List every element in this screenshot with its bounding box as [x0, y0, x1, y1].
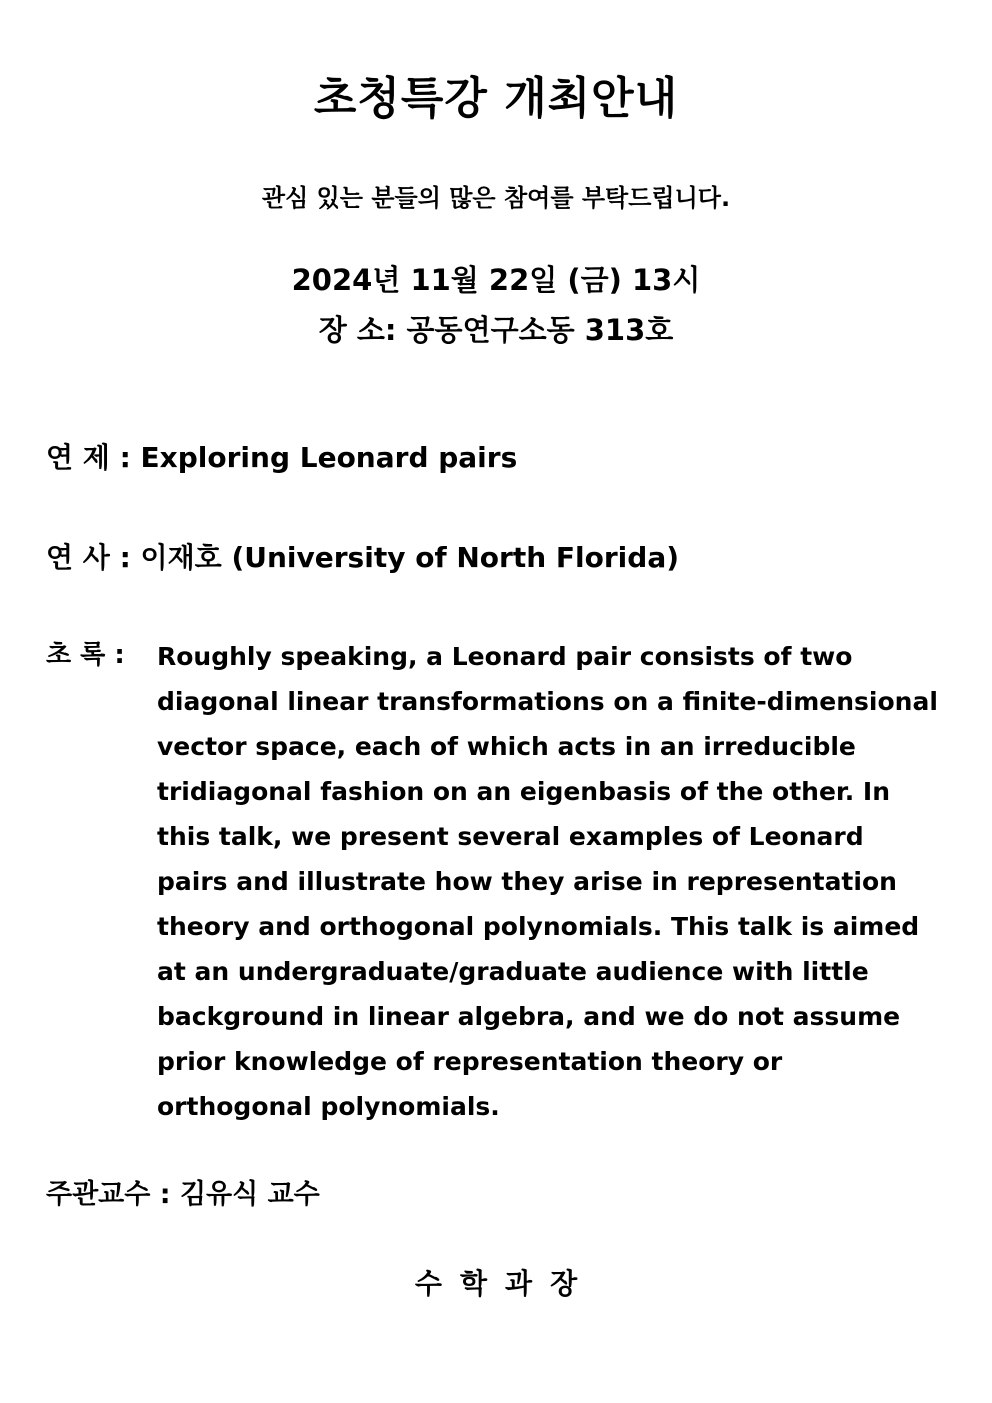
place-label: 장 소: [318, 313, 397, 347]
abstract-text [157, 634, 957, 1129]
abstract-line: pairs and illustrate how they arise in representation [157, 867, 897, 896]
speaker-label: 연 사 : [46, 541, 141, 574]
abstract-line: diagonal linear transformations on a finite-dimensional [157, 687, 938, 716]
host-label: 주관교수 : [46, 1179, 180, 1210]
page-title: 초청특강 개최안내 [313, 73, 679, 124]
topic-value: Exploring Leonard pairs [140, 441, 518, 474]
abstract-line: at an undergraduate/graduate audience with little [157, 957, 869, 986]
abstract-line: background in linear algebra, and we do not assume [157, 1002, 901, 1031]
abstract-label: 초 록 : [46, 640, 125, 670]
speaker-row [46, 536, 679, 576]
department-char: 학 [459, 1267, 487, 1300]
abstract-line: prior knowledge of representation theory or [157, 1047, 783, 1076]
abstract-line: this talk, we present several examples of Leonard [157, 822, 864, 851]
event-date: 2024년 11월 22일 (금) 13시 [291, 263, 701, 297]
place-value: 공동연구소동 313호 [406, 313, 674, 347]
abstract-line: theory and orthogonal polynomials. This talk is aimed [157, 912, 920, 941]
department-char: 과 [505, 1267, 533, 1300]
abstract-line: orthogonal polynomials. [157, 1092, 500, 1121]
abstract-line: vector space, each of which acts in an irreducible [157, 732, 856, 761]
host-value: 김유식 교수 [179, 1179, 320, 1210]
topic-row [46, 436, 517, 476]
department-char: 수 [414, 1267, 442, 1300]
event-place [0, 308, 992, 349]
host-row [46, 1172, 320, 1211]
department-signature [0, 1262, 992, 1302]
topic-label: 연 제 : [46, 441, 141, 474]
abstract-line: tridiagonal fashion on an eigenbasis of the other. In [157, 777, 890, 806]
abstract-line: Roughly speaking, a Leonard pair consists of two [157, 642, 853, 671]
invitation-subtitle: 관심 있는 분들의 많은 참여를 부탁드립니다. [261, 184, 731, 212]
department-char: 장 [550, 1267, 578, 1300]
speaker-value: 이재호 (University of North Florida) [140, 541, 680, 574]
